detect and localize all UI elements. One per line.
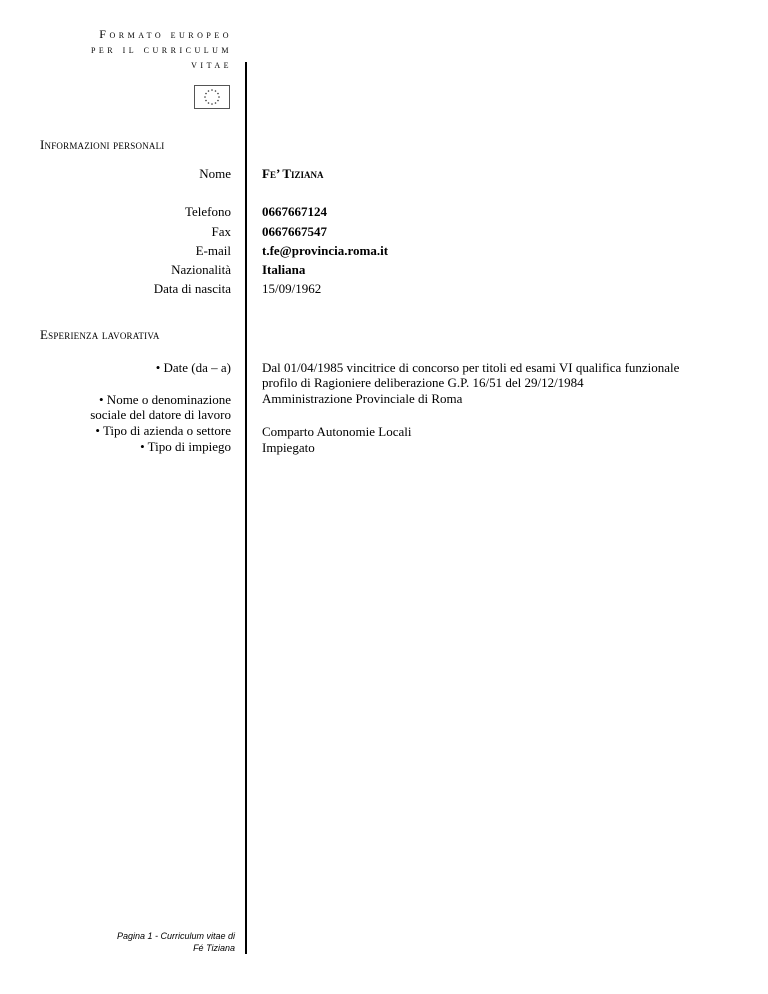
phone-value: 0667667124 xyxy=(262,204,327,219)
job-label: • Tipo di impiego xyxy=(140,439,231,454)
header-line-1: Formato europeo xyxy=(99,27,232,41)
eu-flag-icon xyxy=(194,85,230,109)
document-header xyxy=(50,27,232,72)
sector-value: Comparto Autonomie Locali xyxy=(262,424,412,439)
dates-value-line-1: Dal 01/04/1985 vincitrice di concorso per titoli ed esami VI qualifica funzionale xyxy=(262,360,680,375)
phone-label: Telefono xyxy=(184,204,231,219)
section-title-experience: Esperienza lavorativa xyxy=(40,327,160,342)
sector-label: • Tipo di azienda o settore xyxy=(95,423,231,438)
dates-label: • Date (da – a) xyxy=(155,360,231,375)
section-title-personal: Informazioni personali xyxy=(40,137,165,152)
birth-label: Data di nascita xyxy=(153,281,231,296)
email-value: t.fe@provincia.roma.it xyxy=(262,243,389,258)
employer-label-line-1: • Nome o denominazione xyxy=(99,392,231,407)
job-value: Impiegato xyxy=(262,440,315,455)
nationality-label: Nazionalità xyxy=(171,262,231,277)
header-line-2: per il curriculum xyxy=(90,42,232,56)
birth-value: 15/09/1962 xyxy=(262,281,322,296)
name-value: Fe’ Tiziana xyxy=(262,166,324,181)
employer-label-line-2: sociale del datore di lavoro xyxy=(90,407,231,422)
dates-value-line-2: profilo di Ragioniere deliberazione G.P. 16/51 del 29/12/1984 xyxy=(262,375,584,390)
fax-label: Fax xyxy=(211,224,231,239)
page-footer xyxy=(100,930,235,954)
footer-line-1: Pagina 1 - Curriculum vitae di xyxy=(116,931,235,941)
vertical-divider xyxy=(245,62,247,954)
fax-value: 0667667547 xyxy=(262,224,327,239)
email-label: E-mail xyxy=(195,243,231,258)
nationality-value: Italiana xyxy=(262,262,306,277)
name-label: Nome xyxy=(199,166,231,181)
header-line-3: vitae xyxy=(191,57,232,71)
footer-line-2: Fé Tiziana xyxy=(193,943,235,953)
employer-value: Amministrazione Provinciale di Roma xyxy=(262,391,463,406)
